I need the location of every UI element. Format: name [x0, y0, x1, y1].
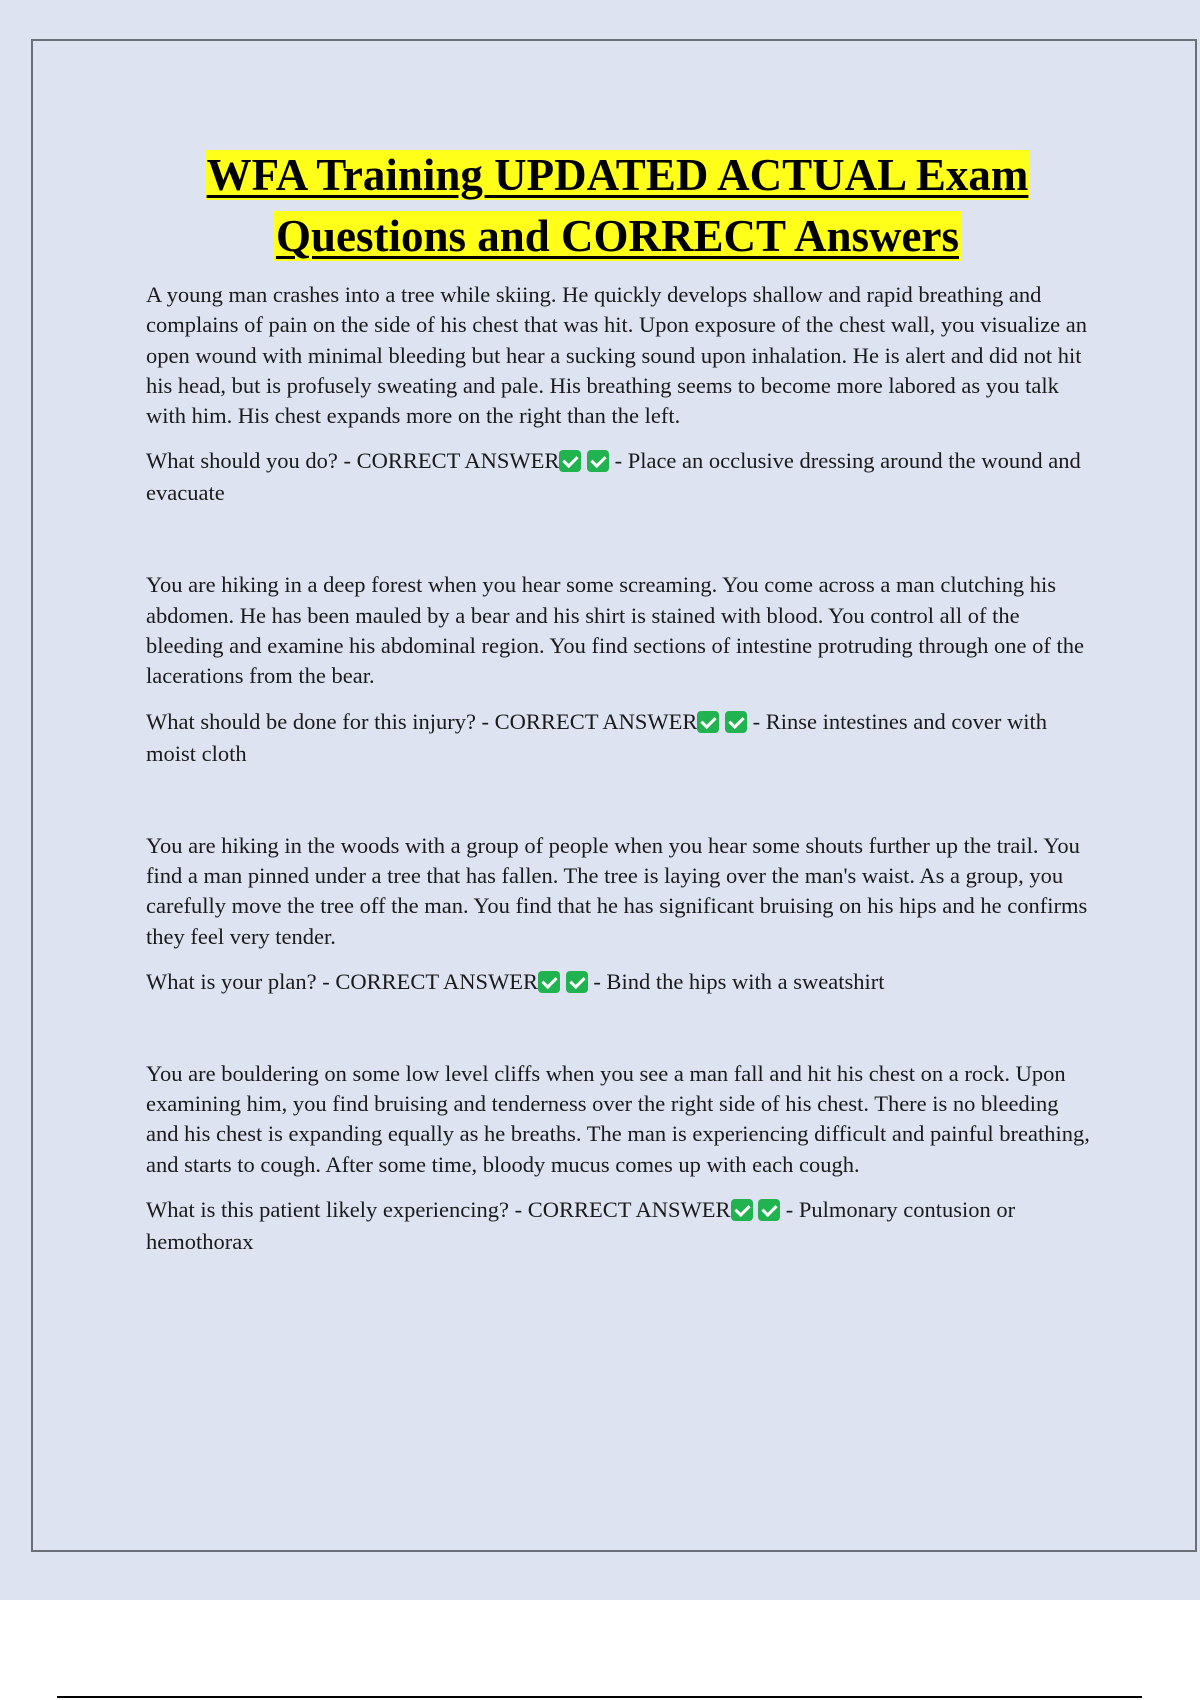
- check-box-icon: [566, 971, 588, 993]
- check-box-icon: [758, 1199, 780, 1221]
- document-title: [60, 145, 1175, 267]
- answer-text: - Place an occlusive dressing around the wound and evacuate: [146, 448, 1081, 506]
- scenario-text: You are hiking in the woods with a group of people when you hear some shouts further up the trail. You find a man pinned under a tree that has fallen. The tree is laying over the man's waist. As a group, you carefully move the tree off the man. You find that he has significant bruising on his hips and he confirms they feel very tender.: [146, 832, 1088, 949]
- question-answer-line: [146, 445, 1096, 509]
- qa-item: [146, 1059, 1096, 1258]
- question-text: What is this patient likely experiencing? - CORRECT ANSWER: [146, 1197, 731, 1223]
- answer-text: - Bind the hips with a sweatshirt: [587, 968, 885, 994]
- question-text: What is your plan? - CORRECT ANSWER: [146, 968, 539, 994]
- qa-item: [146, 831, 1096, 998]
- qa-item: [146, 280, 1096, 509]
- question-answer-line: [146, 706, 1096, 770]
- check-box-icon: [725, 711, 747, 733]
- check-box-icon: [559, 450, 581, 472]
- title-line-1: WFA Training UPDATED ACTUAL Exam: [206, 150, 1029, 200]
- answer-text: - Rinse intestines and cover with moist cloth: [146, 708, 1047, 766]
- check-box-icon: [731, 1199, 753, 1221]
- title-line-2: Questions and CORRECT Answers: [275, 211, 960, 261]
- scenario-text: A young man crashes into a tree while skiing. He quickly develops shallow and rapid breathing and complains of pain on the side of his chest that was hit. Upon exposure of the chest wall, you visualize an open wound with minimal bleeding but hear a sucking sound upon inhalation. He is alert and did not hit his head, but is profusely sweating and pale. His breathing seems to become more labored as you talk with him. His chest expands more on the right than the left.: [146, 282, 1088, 429]
- scenario-text: You are bouldering on some low level cliffs when you see a man fall and hit his chest on a rock. Upon examining him, you find bruising and tenderness over the right side of his chest. There is no bleeding and his chest is expanding equally as he breaths. The man is experiencing difficult and painful breathing, and starts to cough. After some time, bloody mucus comes up with each cough.: [146, 1060, 1090, 1177]
- scenario-text: You are hiking in a deep forest when you hear some screaming. You come across a man clutching his abdomen. He has been mauled by a bear and his shirt is stained with blood. You control all of the bleeding and examine his abdominal region. You find sections of intestine protruding through one of the lacerations from the bear.: [146, 572, 1084, 689]
- question-text: What should be done for this injury? - CORRECT ANSWER: [146, 708, 698, 734]
- question-text: What should you do? - CORRECT ANSWER: [146, 448, 560, 474]
- qa-item: [146, 570, 1096, 769]
- document-body: [146, 280, 1096, 1258]
- question-answer-line: [146, 966, 1096, 998]
- answer-text: - Pulmonary contusion or hemothorax: [146, 1197, 1016, 1255]
- check-box-icon: [697, 711, 719, 733]
- question-answer-line: [146, 1194, 1096, 1258]
- bottom-rule: [57, 1696, 1142, 1698]
- check-box-icon: [538, 971, 560, 993]
- check-box-icon: [587, 450, 609, 472]
